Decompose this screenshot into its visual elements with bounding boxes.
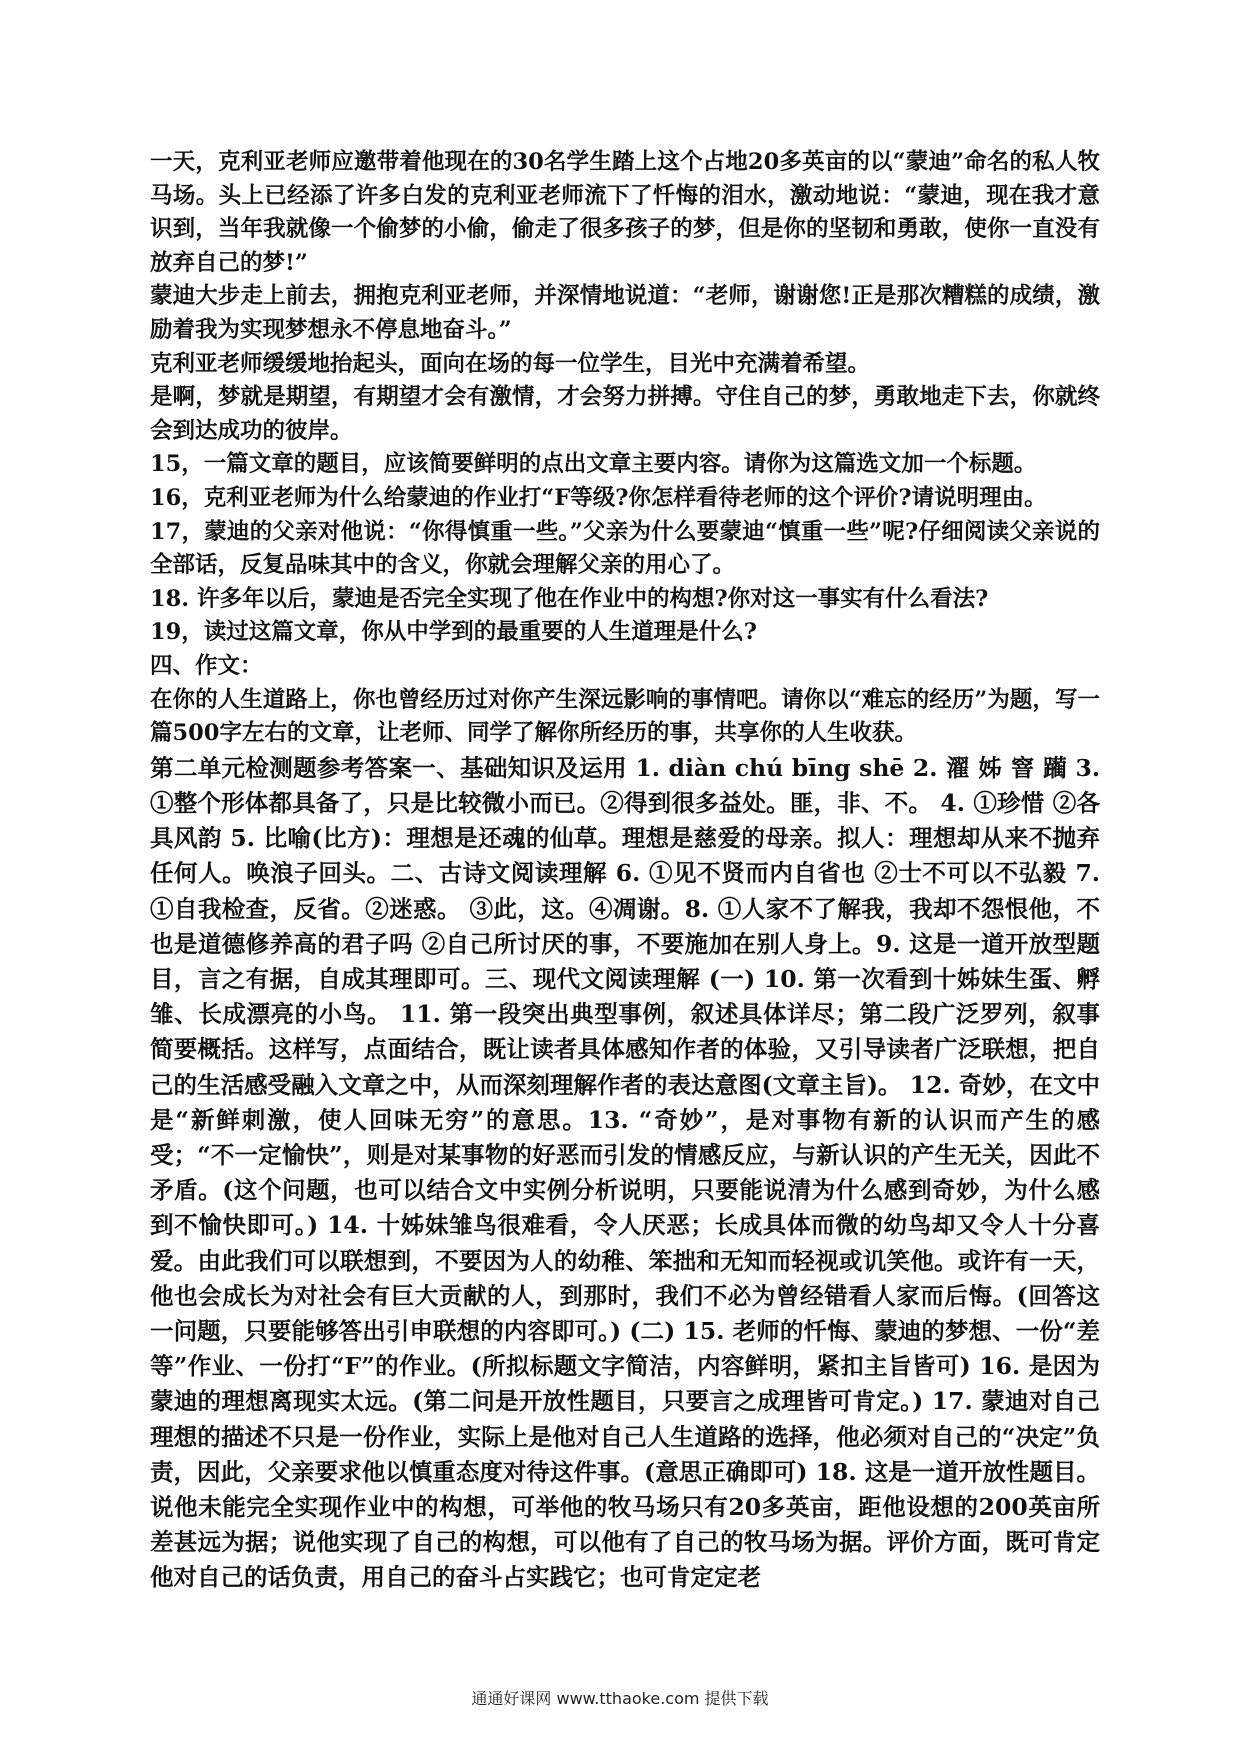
question-16: 16，克利亚老师为什么给蒙迪的作业打“F等级?你怎样看待老师的这个评价?请说明理由。 bbox=[150, 484, 1047, 511]
question-15: 15，一篇文章的题目，应该简要鲜明的点出文章主要内容。请你为这篇选文加一个标题。 bbox=[150, 451, 1037, 478]
story-paragraph-4: 是啊，梦就是期望，有期望才会有激情，才会努力拼搏。守住自己的梦，勇敢地走下去，你就终会到达成功的彼岸。 bbox=[150, 384, 1100, 444]
answer-key-section bbox=[150, 751, 1100, 1596]
composition-prompt: 在你的人生道路上，你也曾经历过对你产生深远影响的事情吧。请你以“难忘的经历”为题，写一篇500字左右的文章，让老师、同学了解你所经历的事，共享你的人生收获。 bbox=[150, 686, 1100, 747]
question-17: 17，蒙迪的父亲对他说：“你得慎重一些。”父亲为什么要蒙迪“慎重一些”呢?仔细阅读父亲说的全部话，反复品味其中的含义，你就会理解父亲的用心了。 bbox=[150, 518, 1100, 579]
composition-heading: 四、作文： bbox=[150, 652, 263, 679]
answer-key-text: 第二单元检测题参考答案一、基础知识及运用 1. diàn chú bīng shē 2. 濯 姊 窨 躏 3. ①整个形体都具备了，只是比较微小而已。②得到很多益处。匪，非、不。 4. ①珍惜 ②各具风韵 5. 比喻(比方)：理想是还魂的仙草。理想是慈爱的母亲。拟人：理想却从来不抛弃任何人。唤浪子回头。二、古诗文阅读理解 6. ①见不贤而内自省也 ②士不可以不弘毅 7. ①自我检查，反省。②迷惑。 ③此，这。④凋谢。8. ①人家不了解我，我却不怨恨他，不也是道德修养高的君子吗 ②自己所讨厌的事，不要施加在别人身上。9. 这是一道开放型题目，言之有据，自成其理即可。三、现代文阅读理解 (一) 10. 第一次看到十姊妹生蛋、孵雏、长成漂亮的小鸟。 11. 第一段突出典型事例，叙述具体详尽；第二段广泛罗列，叙事简要概括。这样写，点面结合，既让读者具体感知作者的体验，又引导读者广泛联想，把自己的生活感受融入文章之中，从而深刻理解作者的表达意图(文章主旨)。 12. 奇妙，在文中是“新鲜刺激，使人回味无穷”的意思。13. “奇妙”，是对事物有新的认识而产生的感受；“不一定愉快”，则是对某事物的好恶而引发的情感反应，与新认识的产生无关，因此不矛盾。(这个问题，也可以结合文中实例分析说明，只要能说清为什么感到奇妙，为什么感到不愉快即可。) 14. 十姊妹雏鸟很难看，令人厌恶；长成具体而微的幼鸟却又令人十分喜爱。由此我们可以联想到，不要因为人的幼稚、笨拙和无知而轻视或讥笑他。或许有一天，他也会成长为对社会有巨大贡献的人，到那时，我们不必为曾经错看人家而后悔。(回答这一问题，只要能够答出引申联想的内容即可。) (二) 15. 老师的忏悔、蒙迪的梦想、一份“差等”作业、一份打“F”的作业。(所拟标题文字简洁，内容鲜明，紧扣主旨皆可) 16. 是因为蒙迪的理想离现实太远。(第二问是开放性题目，只要言之成理皆可肯定。) 17. 蒙迪对自己理想的描述不只是一份作业，实际上是他对自己人生道路的选择，他必须对自己的“决定”负责，因此，父亲要求他以慎重态度对待这件事。(意思正确即可) 18. 这是一道开放性题目。说他未能完全实现作业中的构想，可举他的牧马场只有20多英亩，距他设想的200英亩所差甚远为据；说他实现了自己的构想，可以他有了自己的牧马场为据。评价方面，既可肯定他对自己的话负责，用自己的奋斗占实践它；也可肯定定老 bbox=[150, 753, 1100, 1592]
questions-section bbox=[150, 448, 1100, 650]
story-paragraph-3: 克利亚老师缓缓地抬起头，面向在场的每一位学生，目光中充满着希望。 bbox=[150, 350, 871, 377]
question-19: 19，读过这篇文章，你从中学到的最重要的人生道理是什么? bbox=[150, 619, 757, 646]
page-footer: 通通好课网 www.tthaoke.com 提供下载 bbox=[471, 1689, 769, 1708]
story-section bbox=[150, 146, 1100, 448]
composition-section bbox=[150, 650, 1100, 751]
document-page bbox=[150, 146, 1100, 1596]
story-paragraph-1: 一天，克利亚老师应邀带着他现在的30名学生踏上这个占地20多英亩的以“蒙迪”命名的私人牧马场。头上已经添了许多白发的克利亚老师流下了忏悔的泪水，激动地说：“蒙迪，现在我才意识到，当年我就像一个偷梦的小偷，偷走了很多孩子的梦，但是你的坚韧和勇敢，使你一直没有放弃自己的梦!” bbox=[150, 149, 1100, 276]
question-18: 18. 许多年以后，蒙迪是否完全实现了他在作业中的构想?你对这一事实有什么看法? bbox=[150, 585, 989, 612]
story-paragraph-2: 蒙迪大步走上前去，拥抱克利亚老师，并深情地说道：“老师，谢谢您!正是那次糟糕的成绩，激励着我为实现梦想永不停息地奋斗。” bbox=[150, 283, 1100, 343]
